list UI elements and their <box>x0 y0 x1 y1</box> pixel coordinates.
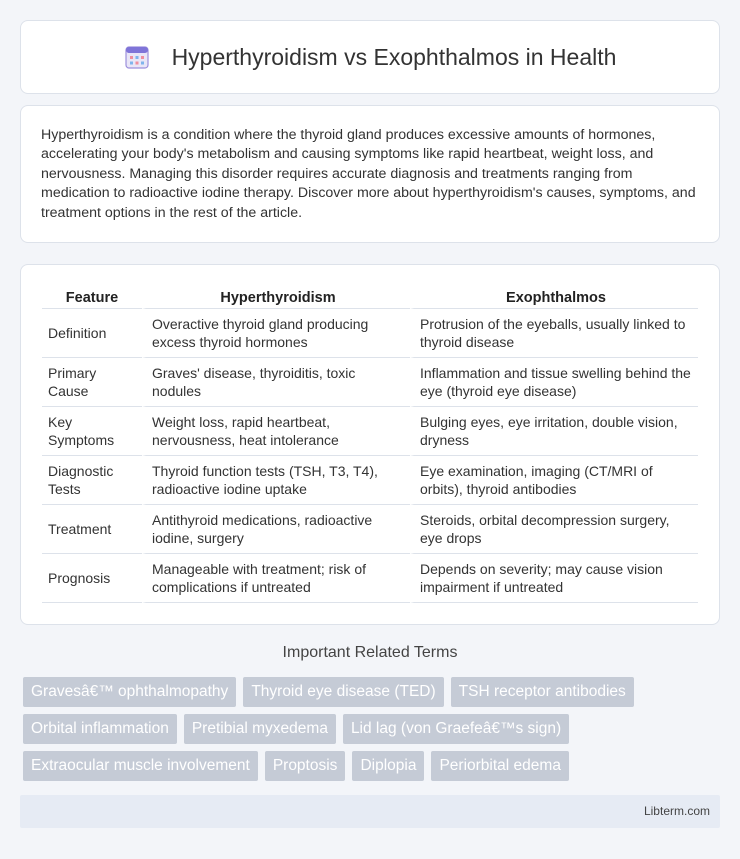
tag-row <box>23 714 713 744</box>
table-cell: Key Symptoms <box>42 407 142 456</box>
table-cell: Treatment <box>42 505 142 554</box>
intro-text: Hyperthyroidism is a condition where the thyroid gland produces excessive amounts of hormones, accelerating your body's metabolism and causing symptoms like rapid heartbeat, weight loss, and nervousness. Managing this disorder requires accurate diagnosis and treatments ranging from medication to radioactive iodine therapy. Discover more about hyperthyroidism's causes, symptoms, and treatment options in the rest of the article. <box>41 127 696 221</box>
table-cell: Weight loss, rapid heartbeat, nervousness, heat intolerance <box>142 407 410 456</box>
table-row <box>42 554 698 603</box>
table-cell: Eye examination, imaging (CT/MRI of orbits), thyroid antibodies <box>410 456 698 505</box>
table-cell: Steroids, orbital decompression surgery, eye drops <box>410 505 698 554</box>
page-title: Hyperthyroidism vs Exophthalmos in Health <box>171 43 617 70</box>
related-term-tag[interactable]: Thyroid eye disease (TED) <box>243 677 443 707</box>
table-cell: Thyroid function tests (TSH, T3, T4), radioactive iodine uptake <box>142 456 410 505</box>
table-row <box>42 407 698 456</box>
tag-row <box>23 677 713 707</box>
table-row <box>42 456 698 505</box>
related-term-tag[interactable]: Lid lag (von Graefeâ€™s sign) <box>343 714 569 744</box>
table-cell: Prognosis <box>42 554 142 603</box>
header-feature: Feature <box>42 283 142 309</box>
footer <box>20 795 720 828</box>
related-term-tag[interactable]: Gravesâ€™ ophthalmopathy <box>23 677 236 707</box>
table-header-row <box>42 283 698 309</box>
related-term-tag[interactable]: Proptosis <box>265 751 346 781</box>
table-cell: Manageable with treatment; risk of complications if untreated <box>142 554 410 603</box>
intro-card <box>20 105 720 243</box>
comparison-table <box>42 283 698 603</box>
table-cell: Overactive thyroid gland producing excess thyroid hormones <box>142 309 410 358</box>
header-hyperthyroidism: Hyperthyroidism <box>142 283 410 309</box>
related-term-tag[interactable]: TSH receptor antibodies <box>451 677 634 707</box>
table-cell: Inflammation and tissue swelling behind the eye (thyroid eye disease) <box>410 358 698 407</box>
table-cell: Depends on severity; may cause vision impairment if untreated <box>410 554 698 603</box>
table-cell: Antithyroid medications, radioactive iodine, surgery <box>142 505 410 554</box>
table-cell: Primary Cause <box>42 358 142 407</box>
table-row <box>42 505 698 554</box>
header-exophthalmos: Exophthalmos <box>410 283 698 309</box>
footer-site-link[interactable]: Libterm.com <box>643 804 710 818</box>
table-row <box>42 358 698 407</box>
related-term-tag[interactable]: Orbital inflammation <box>23 714 177 744</box>
related-terms <box>23 677 713 788</box>
related-terms-title: Important Related Terms <box>282 644 458 661</box>
table-cell: Graves' disease, thyroiditis, toxic nodules <box>142 358 410 407</box>
title-card <box>20 20 720 94</box>
table-row <box>42 309 698 358</box>
table-cell: Protrusion of the eyeballs, usually linked to thyroid disease <box>410 309 698 358</box>
related-term-tag[interactable]: Periorbital edema <box>431 751 568 781</box>
calendar-icon <box>124 44 150 70</box>
table-cell: Bulging eyes, eye irritation, double vision, dryness <box>410 407 698 456</box>
related-term-tag[interactable]: Pretibial myxedema <box>184 714 336 744</box>
table-cell: Diagnostic Tests <box>42 456 142 505</box>
related-term-tag[interactable]: Extraocular muscle involvement <box>23 751 258 781</box>
related-term-tag[interactable]: Diplopia <box>352 751 424 781</box>
table-cell: Definition <box>42 309 142 358</box>
tag-row <box>23 751 713 781</box>
comparison-table-card <box>20 264 720 625</box>
